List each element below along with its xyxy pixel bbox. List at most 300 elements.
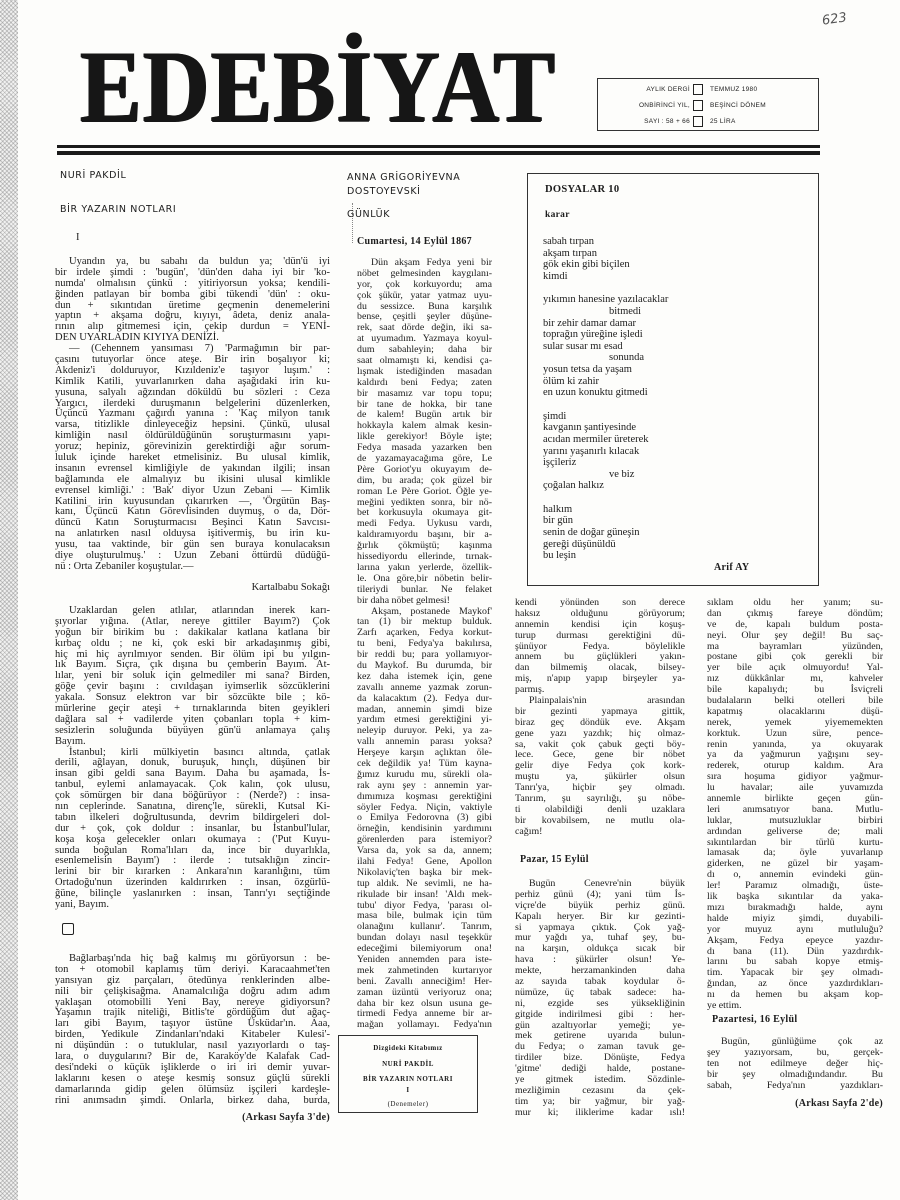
text-line: Kapalı heryer. Bir kır gezinti- (515, 910, 685, 922)
text-line: görenlerden para istemiyor? (357, 834, 492, 846)
masthead-rule (57, 151, 820, 155)
scan-edge-texture (0, 0, 18, 1200)
text-line: mek getirene uyarıda bulun- (515, 1030, 685, 1042)
text-line: şünüyor Fedya. böylelikle (515, 640, 685, 652)
poem-line: gök ekin gibi biçilen (543, 259, 630, 271)
text-line: mur yağdı ya, tuhaf şey, bu- (515, 932, 685, 944)
issue-info-right: BEŞİNCİ DÖNEM (710, 102, 766, 109)
text-line: nın ceplerinde. Sanatına, direnç'le, sürekli, Kutsal Ki- (55, 801, 330, 813)
text-line: çok sömürgen bir dana böğürüyor : (Nerde?) : insa- (55, 790, 330, 802)
text-line: örneğin, kendisinin yardımını (357, 823, 492, 835)
text-line: koşa koşa gelecekler onları okumaya : ('Put Kuyu- (55, 833, 330, 845)
text-line: desi'ndeki o küçük işliklerde o iri iri demir yuvar- (55, 1061, 330, 1073)
text-line: Plainpalais'nin arasından (529, 695, 685, 707)
handwritten-page-number: 623 (821, 10, 848, 29)
text-line: Bayım. (55, 735, 86, 747)
text-line: kez daha istemek için, gene (357, 670, 492, 682)
text-line: dim, bu arada; çok güzel bir (357, 474, 492, 486)
text-line: du Fedya; o zaman tavuk ge- (515, 1041, 685, 1053)
text-line: gene yazı yazdık; hiç olmaz- (515, 727, 685, 739)
text-line: yor muyuz aynı mutluluğu? (707, 923, 883, 935)
poem-title: karar (545, 210, 570, 220)
text-line: rek, saat dörde değin, iki sa- (357, 322, 492, 334)
text-line: hissediyordu ellerinde, tırnak- (357, 551, 492, 563)
text-line: haksız olduğunu görüyorum; (515, 607, 685, 619)
diary-body (707, 598, 883, 1012)
text-line: tup aldık. Ne sevimli, ne ha- (357, 877, 492, 889)
text-line: yardım etmesi gerektiğini yi- (357, 714, 492, 726)
author-name: ANNA GRİGORİYEVNA (347, 172, 461, 183)
text-line: nı da hemen bu akşam kop- (707, 989, 883, 1001)
text-line: evrensel kimliği.' : 'Bak' diyor Uzun Zebani — Kimlik (55, 484, 330, 496)
text-line: düncü Katın Soruşturmacısı Beşinci Katın Savcısı- (55, 517, 330, 529)
text-line: dan çıkmış fareye döndüm; (707, 607, 883, 619)
text-line: İstanbul; kirli mülkiyetin basıncı altında, çatlak (69, 746, 330, 758)
text-line: göğe çevir başını : cıvıldaşan iyimserlik sözcüklerini (55, 681, 330, 693)
text-line: ğırlık çökmüştü; kaşınma (357, 540, 492, 552)
text-line: lece. Gece, gene bir nöbet (515, 749, 685, 761)
article-body (55, 257, 330, 573)
issue-info-row (598, 116, 818, 128)
text-line: cağım! (515, 825, 543, 837)
text-line: dımımıza koşması gerektiğini (357, 790, 492, 802)
text-line: tabın ilkeleri doğrultusunda, devrim bildirgeleri dol- (55, 811, 330, 823)
article-body (55, 606, 330, 911)
text-line: yaklaşan otomobilli Yeni Bay, nereye gidiyorsun? (55, 996, 330, 1008)
text-line: nız dükkânlar mı, kahveler (707, 673, 883, 685)
text-line: insan gibi geldi sana Bayım. Daha bu aşamada, İs- (55, 768, 330, 780)
text-line: Yargıcı, ilerdeki duruşmanın belgelerini düzenlerken, (55, 397, 330, 409)
text-line: na karşın, oldukça sıcak bir (515, 943, 685, 955)
text-line: yoruz; hepiniz, görevinizin gerektirdiği ağır sorum- (55, 441, 330, 453)
text-line: tileriydi bunlar. Ne felaket (357, 583, 492, 595)
author-name: NURİ PAKDİL (60, 170, 127, 181)
ad-author: NURİ PAKDİL (382, 1060, 434, 1068)
text-line: söyler Fedya. Niçin, vaktiyle (357, 801, 492, 813)
text-line: bir gezinti yapmaya gittik, (515, 705, 685, 717)
text-line: tirdiler bize. Dönüşte, Fedya (515, 1052, 685, 1064)
text-line: Uzaklardan gelen atlılar, atlarından inerek karı- (69, 605, 330, 616)
text-line: şıyorlar yığına. (Atlar, nereye gittiler Bayım?) Çok (55, 615, 330, 627)
issue-info-row (598, 100, 818, 112)
text-line: du Maykof. Bu durumda, bir (357, 659, 492, 671)
text-line: lik başka sıkıntılar da yaka- (707, 891, 883, 903)
text-line: 'gitme' dediği halde, postane- (515, 1063, 685, 1075)
ad-heading: Dizgideki Kitabımız (373, 1044, 443, 1052)
text-line: roman Le Père Goriot. Öğle ye- (357, 485, 492, 497)
text-line: ler! Paramız olmadığı, üste- (707, 880, 883, 892)
text-line: kapatmış olacaklarını düşü- (707, 705, 883, 717)
text-line: rini anımsadın şimdi. Onlarla, birkez daha, burda, (55, 1094, 330, 1106)
text-line: de kalem! Bugün artık bir (357, 409, 492, 421)
poem-line: kavganın şantiyesinde (543, 422, 637, 434)
text-line: bundan dolayı nasıl teşekkür (357, 932, 492, 944)
issue-info-left: ONBİRİNCİ YIL, (638, 102, 690, 109)
text-line: mızı bırakmadığı halde, aynı (707, 901, 883, 913)
continued-note: (Arkası Sayfa 2'de) (795, 1098, 883, 1109)
text-line: giderken, ne güzel bir yaşam- (707, 858, 883, 870)
author-name: DOSTOYEVSKİ (347, 186, 421, 197)
text-line: rının alıp gitmemesi için, çekip durdun = YENİ- (55, 321, 330, 333)
text-line: Tanrı'ya, hiçbir şey olmadı. (515, 782, 685, 794)
text-line: yusu, taa vaktinde, bir gün sen buraya konulacaksın (55, 539, 330, 551)
text-line: Akşam, Fedya epeyce yazdır- (707, 934, 883, 946)
text-line: diye oluşturulmuş.' : Uzun Zebani öttürdü düdüğü- (55, 550, 330, 562)
poem-line: ölüm ki zahir (543, 375, 599, 387)
text-line: ğından, az önce yazdırdıkları- (707, 978, 883, 990)
text-line: likle gerekiyor! Böyle işte; (357, 431, 492, 443)
text-line: ni, ezgide ses yüksekliğinin (515, 997, 685, 1009)
poem-line: halkım (543, 503, 573, 515)
text-line: nili bir çelişkisağma. Anamalcılığa doğru adım adım (55, 985, 330, 997)
text-line: miş, n'apıp yapıp birşeyler ya- (515, 673, 685, 685)
text-line: tanbul, eylemi anlamayacak. Çok kalın, çok ulusu, (55, 779, 330, 791)
text-line: ma bayramları yüzünden, (707, 640, 883, 652)
text-line: masa bile, bulmak için tüm (357, 910, 492, 922)
text-line: kimliğin nasıl öldürüldüğünün soruşturmasını yapı- (55, 430, 330, 442)
text-line: mekte, herzamankinden daha (515, 965, 685, 977)
text-line: insanın evrensel kimliğiyle de yakından ilgili; insan (55, 462, 330, 474)
text-line: olanağını kullanır'. Tanrım, (357, 921, 492, 933)
text-line: ya da yağmurun yağışını sey- (707, 749, 883, 761)
poem-line: yarını yaşanırlı kılacak (543, 445, 640, 457)
text-line: annemin kendisi için koşuş- (515, 618, 685, 630)
text-line: Uyandın ya, bu sabahı da buldun ya; 'dün'ü iyi (69, 256, 330, 267)
text-line: ti olabildiği denli uzaklara (515, 803, 685, 815)
text-line: sabah, Fedya'nın yazdıkları- (707, 1079, 883, 1091)
text-line: ğımız kurudu mu, sürekli ola- (357, 768, 492, 780)
poem-line: akşam tırpan (543, 247, 597, 259)
text-line: bir reddi bu; para yollamıyor- (357, 649, 492, 661)
text-line: Varsa da, yok sa da, annem; (357, 845, 492, 857)
text-line: kırbaç oldu ; ne ki, çok eski bir arkadaşınmış gibi, (55, 637, 330, 649)
text-line: madan, annemin şimdi bize (357, 703, 492, 715)
issue-info-right: TEMMUZ 1980 (710, 86, 758, 93)
text-line: rederek, oturup kaldım. Ara (707, 760, 883, 772)
text-line: Herşeye karşın açlıktan öle- (357, 747, 492, 759)
poem-stanza (543, 236, 668, 282)
poem-line: acıdan mermiler üreterek (543, 433, 649, 445)
text-line: neyi. Olur şey değil! Bu saç- (707, 629, 883, 641)
text-line: yakala. Sonsuz elektron var bir sözcükte bile ; kö- (55, 692, 330, 704)
text-line: budalaların belki otelleri bile (707, 695, 883, 707)
text-line: esenlemelisin Bayım') : ilerde : tutsaklığın zincir- (55, 855, 330, 867)
text-line: edeceğimi bilemiyorum ona! (357, 943, 492, 955)
diary-date: Pazartesi, 16 Eylül (712, 1014, 798, 1025)
ad-volume: I (406, 1086, 410, 1094)
text-line: lu havalar; aile yuvamızda (707, 782, 883, 794)
text-line: dı bana (11). Dün yazdırdık- (707, 945, 883, 957)
square-ornament-icon (62, 923, 74, 935)
issue-info-left: SAYI : 58 + 66 (644, 118, 690, 125)
text-line: bir tane de hokka, bir tane (357, 398, 492, 410)
text-line: Tanrım, şu sayrılığı, şu nöbe- (515, 793, 685, 805)
text-line: lışmak istediğinden masadan (357, 365, 492, 377)
text-line: Bağlarbaşı'nda hiç bağ kalmış mı görüyorsun : be- (69, 953, 330, 964)
text-line: ardından geliverse de; mali (707, 825, 883, 837)
text-line: yusuna, salyalı ağzından döküldü bu sözleri : Ceza (55, 386, 330, 398)
text-line: sunda boğulan Roma'lıları da, ince bir duyarlıkla, (55, 844, 330, 856)
text-line: bir irdele şimdi : 'bugün', 'dün'den daha iyi bir 'ko- (55, 266, 330, 278)
poem-line: işçileriz (543, 457, 577, 469)
text-line: korktuk. Uzun süre, pence- (707, 727, 883, 739)
text-line: annemle birlikte geçen gün- (707, 793, 883, 805)
text-line: Üçüncü Yazmanı çağırdı yanına : 'Kaç milyon tanık (55, 408, 330, 420)
poem-line: sonunda (609, 352, 644, 364)
diary-date: Cumartesi, 14 Eylül 1867 (357, 236, 472, 247)
checkbox-icon (693, 84, 703, 95)
text-line: ten not edilmeye değer hiç- (707, 1057, 883, 1069)
text-line: leri anımsatıyor bana. Mutlu- (707, 803, 883, 815)
text-line: az sayıda tabak koydular ö- (515, 976, 685, 988)
book-advertisement (338, 1035, 478, 1113)
text-line: nümüze, üç tabak sadece: ha- (515, 986, 685, 998)
text-line: Akdeniz'i dolduruyor, Kızıldeniz'e taşıyor luşım.' : (55, 364, 330, 376)
text-line: yansıyan giz parçaları, ötedünya renklerinden albe- (55, 974, 330, 986)
text-line: larına yakın yerlerde, özellik- (357, 561, 492, 573)
poem-line: bir gün (543, 515, 574, 527)
subheading: Kartalbabu Sokağı (251, 582, 330, 593)
article-body (55, 954, 330, 1106)
text-line: bağlamında ele almalıyız bu ikisini ulusal kimlikle (55, 473, 330, 485)
text-line: daha bir kez olsun usuna ge- (357, 997, 492, 1009)
text-line: yor, çok korkuyordu; ama (357, 278, 492, 290)
text-line: Nikolaviç'ten başka bir mek- (357, 866, 492, 878)
text-line: sıra hoşuma gidiyor yağmur- (707, 771, 883, 783)
text-line: ları gibi Bayım, taşıyor üstüne Üsküdar'ın. Aaa, (55, 1018, 330, 1030)
text-line: sıkıntılardan bir türlü kurtu- (707, 836, 883, 848)
text-line: si yapmaya çıktık. Çok yağ- (515, 921, 685, 933)
text-line: nü : Orta Zebaniler koşuştular.— (55, 560, 194, 572)
text-line: varsa, titizlikle dinleyeceğiz hepsini. Çünkü, ulusal (55, 419, 330, 431)
text-line: o Emilya Fedorovna (3) gibi (357, 812, 492, 824)
article-title: GÜNLÜK (347, 209, 391, 220)
text-line: lara, o duygularını? Bir de, Karaköy'de Kalafak Cad- (55, 1051, 330, 1063)
text-line: gitgide indirilmesi gibi : her- (515, 1008, 685, 1020)
text-line: lılar, yeni bir soluk için gelmediler mi sana? Birden, (55, 670, 330, 682)
poem-line: sular susar mı esad (543, 340, 623, 352)
poem-line: bitmedi (609, 305, 642, 317)
text-line: yoğun bir birikim bu : dakikalar katlana katlana bir (55, 626, 330, 638)
text-line: tan (1) bir mektup bulduk. (357, 616, 492, 628)
poem-line: toprağın yüreğine işledi (543, 329, 643, 341)
text-line: numda' olmalısın çünkü : yitiriyorsun yoksa; kendili- (55, 277, 330, 289)
ad-genre: (Denemeler) (387, 1100, 429, 1108)
text-line: luluk içinde hareket etmelisiniz. Bu ulusal kimlik, (55, 452, 330, 464)
text-line: sa, vakit çok çabuk geçti böy- (515, 738, 685, 750)
poem-body (543, 236, 668, 574)
text-line: ni düşündün : o tutuklular, nasıl yazıyorlardı o taş- (55, 1040, 330, 1052)
text-line: neleyip duruyor. Peki, ya za- (357, 725, 492, 737)
text-line: Dün akşam Fedya yeni bir (371, 257, 492, 268)
text-line: bense, çeşitli şeyler düşüne- (357, 311, 492, 323)
text-line: saat olmamıştı ki, kendisi ça- (357, 355, 492, 367)
text-line: nöbet gelmesinden kaygılanı- (357, 267, 492, 279)
text-line: ye gitmek istedim. Sözdinle- (515, 1074, 685, 1086)
text-line: Katilini irin kuyusundan çıkarırken —, 'Örgütün Baş- (55, 495, 330, 507)
text-line: meğini yedikten sonra, bir nö- (357, 496, 492, 508)
text-line: cek değildik ya! Tüm kayna- (357, 757, 492, 769)
text-line: lamasak da; öyle yuvarlanıp (707, 847, 883, 859)
text-line: bir masamız var topu topu; (357, 387, 492, 399)
text-line: Bugün, günlüğüme çok az (721, 1036, 883, 1047)
text-line: Akşam, postanede Maykof' (371, 605, 492, 617)
text-line: annem bu güçlükleri yakın- (515, 651, 685, 663)
text-line: tim. Yapacak bir şey olmadı- (707, 967, 883, 979)
text-line: zavallı anneme yazmak zorun- (357, 681, 492, 693)
poem-line: en uzun konuktu gitmedi (543, 387, 648, 399)
text-line: ton + otomobil kaplamış tüm deriyi. Karacaahmet'ten (55, 963, 330, 975)
masthead-rule (57, 145, 820, 148)
text-line: Bugün Cenevre'nin büyük (529, 878, 685, 889)
text-line: vallı annemin parası yoksa? (357, 736, 492, 748)
text-line: şey yazıyorsam, bu, gerçek- (707, 1046, 883, 1058)
text-line: zaman üzüntü veriyoruz ona; (357, 986, 492, 998)
section-number: I (76, 232, 80, 243)
issue-info-left: AYLIK DERGİ (646, 86, 690, 93)
text-line: bet korkusuyla okumaya git- (357, 507, 492, 519)
text-line: Kimlik Katili, yuvarlanırken daha aşağıdaki irin ku- (55, 375, 330, 387)
poem-line: kimdi (543, 270, 568, 282)
text-line: de yazamayacağıma göre, Le (357, 453, 492, 465)
poem-line: yosun tetsa da yaşam (543, 363, 632, 375)
text-line: gün azaltıyorlar yemeği; ye- (515, 1019, 685, 1031)
text-line: dan bilmemiş olacak, bilsey- (515, 662, 685, 674)
text-line: dur + çok, çok doldur : insanlar, bu İstanbul'lular, (55, 822, 330, 834)
poem-line: ve biz (609, 468, 635, 480)
poem-line: çoğalan halkız (543, 480, 604, 492)
text-line: rak aynı şey : annemin yar- (357, 779, 492, 791)
text-line: kaldıramıyordu başını, bir a- (357, 529, 492, 541)
text-line: halde miyiz şimdi, duyabili- (707, 912, 883, 924)
poem-stanza (543, 411, 668, 492)
poem-line: senin de doğar güneşin (543, 527, 640, 539)
text-line: tu beni, Fedya'ya bakılırsa, (357, 638, 492, 650)
issue-info-right: 25 LİRA (710, 118, 736, 125)
text-line: parmış. (515, 684, 545, 696)
text-line: larını bu sabah kopye etmiş- (707, 956, 883, 968)
diary-body (515, 879, 685, 1119)
diary-body (357, 258, 492, 1031)
text-line: gelir diye Fedya çok kork- (515, 760, 685, 772)
text-line: biraz geç döndük eve. Akşam (515, 716, 685, 728)
text-line: bir daha nöbet gelmesi! (357, 594, 450, 606)
text-line: rikulade bir insan! 'Aldı mek- (357, 888, 492, 900)
poem-stanza (543, 504, 668, 562)
text-line: dun + sıkıntıdan üretime geçmenin denemelerini (55, 299, 330, 311)
text-line: dum sabahleyin; daha bir (357, 344, 492, 356)
text-line: ve de, kapalı buldum posta- (707, 618, 883, 630)
poem-line: şimdi (543, 410, 567, 422)
text-line: damarlarında gidip gelen ölümsüz işçileri kardeşle- (55, 1083, 330, 1095)
text-line: ğinden patlayan bir bomba gibi tükendi 'dün' : oku- (55, 288, 330, 300)
masthead-title: EDEBİYAT (80, 30, 557, 144)
text-line: viçre'de büyük perhiz günü. (515, 899, 685, 911)
issue-info-row (598, 84, 818, 96)
text-line: du sessizce. Buna karşılık (357, 300, 492, 312)
text-line: ilahi Fedya! Gene, Apollon (357, 855, 492, 867)
poem-line: sabah tırpan (543, 236, 595, 247)
text-line: Zarfı açarken, Fedya korkut- (357, 627, 492, 639)
text-line: Ortadoğu'nun üzerinden kaldırırken : insan, özgürlü- (55, 877, 330, 889)
text-line: at uyumadım. Yazmaya koyul- (357, 333, 492, 345)
article-title: BİR YAZARIN NOTLARI (60, 204, 177, 215)
text-line: dağlara sal + vadilerde yiten çobanları topla + kim- (55, 713, 330, 725)
text-line: ye ettim. (707, 999, 742, 1011)
text-line: nerek, yemek yiyememekten (707, 716, 883, 728)
text-line: DEN UYARLADIN KIYIYA DENİZİ. (55, 332, 219, 344)
text-line: mek zahmetinden kurtarıyor (357, 964, 492, 976)
text-line: le. Ona göre,bir nöbetin belir- (357, 572, 492, 584)
poem-line: bir zehir damar damar (543, 317, 636, 329)
text-line: çasını tutuyorlar önce ateşe. Bir irin boşalıyor ki; (55, 354, 330, 366)
text-line: tubu' diyor Fedya, 'parası ol- (357, 899, 492, 911)
text-line: yaptın + akşama doğru, kıyıyı, âdeta, deniz anala- (55, 310, 330, 322)
text-line: Père Goriot'yu okuyayım de- (357, 463, 492, 475)
text-line: muştu ya, şükürler olsun (515, 771, 685, 783)
text-line: renin yanında, ya okuyarak (707, 738, 883, 750)
text-line: çok şükür, yatar yatmaz uyu- (357, 289, 492, 301)
text-line: yani, Bayım. (55, 899, 109, 911)
text-line: derili, ağlayan, donuk, buruşuk, hınçlı, düşünen bir (55, 757, 330, 769)
text-line: tim ya; bir yağmur, bir yağ- (515, 1095, 685, 1107)
text-line: lık Bayım. Sıçra, çık dışına bu çemberin Bayım. At- (55, 659, 330, 671)
poem-line: gereği düşünüldü (543, 538, 616, 550)
ad-title: BİR YAZARIN NOTLARI (363, 1075, 453, 1083)
text-line: beni. Zavallı anneciğim! Her- (357, 975, 492, 987)
checkbox-icon (693, 116, 703, 127)
text-line: sıklam oldu her yanım; su- (707, 597, 883, 608)
text-line: bir kovabilsem, ne mutlu ola- (515, 814, 685, 826)
text-line: kendi yönünden son derece (515, 597, 685, 608)
text-line: mur ki; iliklerime kadar ıslı! (515, 1106, 685, 1118)
text-line: mürlerine geçir ateşi + tırnaklarında biten geyikleri (55, 703, 330, 715)
text-line: laklarını kesen o ateşe kesmiş sonsuz güçlü sürekli (55, 1072, 330, 1084)
poem-line: bu leşin (543, 550, 576, 562)
text-line: Fedya masada yazarken ben (357, 442, 492, 454)
text-line: ğüne, bilinçle yaslanırken : insan, Tanrı'yı seçtiğinde (55, 888, 330, 900)
text-line: luklar, mutsuzluklar birbiri (707, 814, 883, 826)
text-line: hava : şükürler olsun! Ye- (515, 954, 685, 966)
text-line: — (Cehennem yansıması 7) 'Parmağımın bir par- (69, 343, 330, 355)
text-line: Yaşamın trajik niteliği, Bitlis'te gördüğüm dut ağaç- (55, 1007, 330, 1019)
text-line: mezliğimin cezasını da çek- (515, 1084, 685, 1096)
diary-date: Pazar, 15 Eylül (520, 854, 589, 865)
poem-series: DOSYALAR 10 (545, 184, 620, 195)
text-line: perhiz günü (4); yani tüm İs- (515, 888, 685, 900)
text-line: hiç mi hiç ayrılmıyor senden. Bir ölüm ipi bu yılgın- (55, 648, 330, 660)
text-line: kanı, Üçüncü Katın Görevlisinden duymuş, o da, Dör- (55, 506, 330, 518)
poem-line: yıkımın hanesine yazılacaklar (543, 294, 669, 306)
poem-author: Arif AY (714, 562, 750, 573)
issue-info-box (597, 78, 819, 131)
text-line: yer bile açık olmuyordu! Yal- (707, 662, 883, 674)
text-line: Yeniden annemden para iste- (357, 954, 492, 965)
checkbox-icon (693, 100, 703, 111)
diary-body (515, 598, 685, 838)
text-line: tirmedi Fedya anneme bir ar- (357, 1008, 492, 1020)
text-line: turup durması gerektiğini dü- (515, 629, 685, 641)
text-line: bir şey olmadığındandır. Bu (707, 1068, 883, 1080)
continued-note: (Arkası Sayfa 3'de) (242, 1112, 330, 1123)
text-line: da kalacaktım (2). Fedya dur- (357, 692, 492, 704)
text-line: mağan yollamayı. Fedya'nın (357, 1019, 492, 1031)
text-line: medi Fedya. Uykusu vardı, (357, 518, 492, 530)
text-line: dı o, annemin evindeki gün- (707, 869, 883, 881)
text-line: bile kapalıydı; bu İsviçreli (707, 684, 883, 696)
diary-body (707, 1037, 883, 1091)
poem-stanza (543, 294, 668, 398)
